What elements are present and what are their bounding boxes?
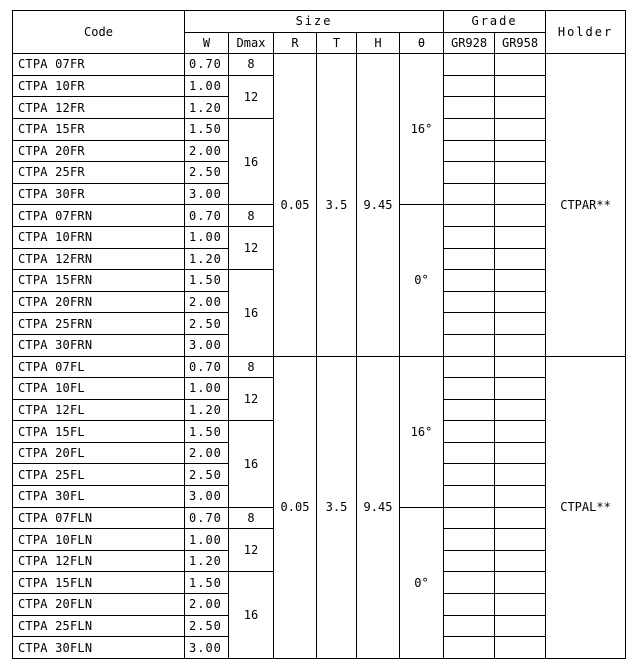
dmax-cell: 8 [229,507,274,529]
code-cell: CTPA 07FLN [13,507,185,529]
gr958-cell [495,97,546,119]
dmax-cell: 8 [229,356,274,378]
gr958-cell [495,162,546,184]
gr958-cell [495,399,546,421]
code-cell: CTPA 07FRN [13,205,185,227]
gr928-cell [444,421,495,443]
code-cell: CTPA 25FLN [13,615,185,637]
gr928-cell [444,442,495,464]
gr958-cell [495,637,546,659]
gr928-cell [444,550,495,572]
dmax-cell: 16 [229,572,274,658]
w-cell: 0.70 [185,507,229,529]
dmax-cell: 8 [229,205,274,227]
w-cell: 2.00 [185,291,229,313]
header-t: T [317,32,357,54]
gr928-cell [444,637,495,659]
w-cell: 1.20 [185,399,229,421]
gr958-cell [495,118,546,140]
holder-cell: CTPAR** [546,54,626,356]
w-cell: 3.00 [185,486,229,508]
h-cell: 9.45 [357,356,400,658]
code-cell: CTPA 30FLN [13,637,185,659]
dmax-cell: 16 [229,421,274,507]
header-h: H [357,32,400,54]
holder-cell: CTPAL** [546,356,626,658]
dmax-cell: 12 [229,378,274,421]
dmax-cell: 8 [229,54,274,76]
code-cell: CTPA 25FR [13,162,185,184]
gr928-cell [444,205,495,227]
t-cell: 3.5 [317,356,357,658]
gr958-cell [495,54,546,76]
w-cell: 1.20 [185,550,229,572]
code-cell: CTPA 10FLN [13,529,185,551]
code-cell: CTPA 30FR [13,183,185,205]
code-cell: CTPA 30FRN [13,334,185,356]
table-body [13,54,626,659]
header-gr928: GR928 [444,32,495,54]
w-cell: 0.70 [185,54,229,76]
w-cell: 1.50 [185,270,229,292]
gr958-cell [495,270,546,292]
header-holder: Holder [546,11,626,54]
gr928-cell [444,356,495,378]
gr928-cell [444,183,495,205]
t-cell: 3.5 [317,54,357,356]
gr958-cell [495,442,546,464]
gr958-cell [495,334,546,356]
header-dmax: Dmax [229,32,274,54]
gr958-cell [495,356,546,378]
gr928-cell [444,140,495,162]
gr928-cell [444,291,495,313]
gr928-cell [444,334,495,356]
gr928-cell [444,464,495,486]
code-cell: CTPA 25FL [13,464,185,486]
gr928-cell [444,97,495,119]
gr928-cell [444,118,495,140]
table-row [13,54,626,76]
gr958-cell [495,226,546,248]
w-cell: 2.50 [185,313,229,335]
theta-cell: 0° [400,205,444,356]
header-code: Code [13,11,185,54]
w-cell: 3.00 [185,183,229,205]
w-cell: 1.50 [185,572,229,594]
code-cell: CTPA 20FRN [13,291,185,313]
gr928-cell [444,226,495,248]
w-cell: 2.00 [185,442,229,464]
dmax-cell: 16 [229,270,274,356]
code-cell: CTPA 07FL [13,356,185,378]
code-cell: CTPA 20FLN [13,594,185,616]
code-cell: CTPA 30FL [13,486,185,508]
theta-cell: 16° [400,54,444,205]
gr928-cell [444,507,495,529]
w-cell: 1.50 [185,421,229,443]
code-cell: CTPA 15FRN [13,270,185,292]
gr958-cell [495,615,546,637]
w-cell: 2.50 [185,464,229,486]
code-cell: CTPA 15FR [13,118,185,140]
dmax-cell: 12 [229,75,274,118]
header-theta: θ [400,32,444,54]
spec-table [12,10,626,659]
gr928-cell [444,248,495,270]
gr928-cell [444,75,495,97]
gr958-cell [495,183,546,205]
code-cell: CTPA 15FL [13,421,185,443]
w-cell: 2.00 [185,140,229,162]
w-cell: 3.00 [185,637,229,659]
gr958-cell [495,291,546,313]
table-row [13,356,626,378]
dmax-cell: 12 [229,529,274,572]
gr928-cell [444,572,495,594]
code-cell: CTPA 07FR [13,54,185,76]
gr958-cell [495,140,546,162]
gr958-cell [495,421,546,443]
code-cell: CTPA 10FR [13,75,185,97]
code-cell: CTPA 10FL [13,378,185,400]
gr928-cell [444,54,495,76]
w-cell: 1.00 [185,226,229,248]
header-gr958: GR958 [495,32,546,54]
gr928-cell [444,378,495,400]
header-grade: Grade [444,11,546,33]
code-cell: CTPA 10FRN [13,226,185,248]
gr928-cell [444,399,495,421]
gr958-cell [495,572,546,594]
gr928-cell [444,162,495,184]
w-cell: 1.20 [185,97,229,119]
w-cell: 0.70 [185,356,229,378]
w-cell: 1.00 [185,75,229,97]
gr958-cell [495,550,546,572]
w-cell: 2.00 [185,594,229,616]
code-cell: CTPA 20FR [13,140,185,162]
w-cell: 2.50 [185,615,229,637]
code-cell: CTPA 12FR [13,97,185,119]
gr958-cell [495,507,546,529]
w-cell: 1.00 [185,378,229,400]
gr958-cell [495,313,546,335]
gr928-cell [444,313,495,335]
r-cell: 0.05 [274,54,317,356]
code-cell: CTPA 15FLN [13,572,185,594]
w-cell: 1.00 [185,529,229,551]
gr958-cell [495,486,546,508]
code-cell: CTPA 25FRN [13,313,185,335]
w-cell: 2.50 [185,162,229,184]
dmax-cell: 16 [229,118,274,204]
code-cell: CTPA 12FL [13,399,185,421]
gr958-cell [495,378,546,400]
h-cell: 9.45 [357,54,400,356]
gr928-cell [444,529,495,551]
header-r: R [274,32,317,54]
r-cell: 0.05 [274,356,317,658]
code-cell: CTPA 12FRN [13,248,185,270]
gr958-cell [495,248,546,270]
gr928-cell [444,270,495,292]
gr958-cell [495,529,546,551]
dmax-cell: 12 [229,226,274,269]
w-cell: 0.70 [185,205,229,227]
code-cell: CTPA 12FLN [13,550,185,572]
gr958-cell [495,464,546,486]
gr958-cell [495,594,546,616]
header-w: W [185,32,229,54]
gr928-cell [444,594,495,616]
gr928-cell [444,486,495,508]
theta-cell: 0° [400,507,444,658]
theta-cell: 16° [400,356,444,507]
w-cell: 1.50 [185,118,229,140]
w-cell: 1.20 [185,248,229,270]
gr958-cell [495,75,546,97]
code-cell: CTPA 20FL [13,442,185,464]
gr958-cell [495,205,546,227]
gr928-cell [444,615,495,637]
header-size: Size [185,11,444,33]
w-cell: 3.00 [185,334,229,356]
